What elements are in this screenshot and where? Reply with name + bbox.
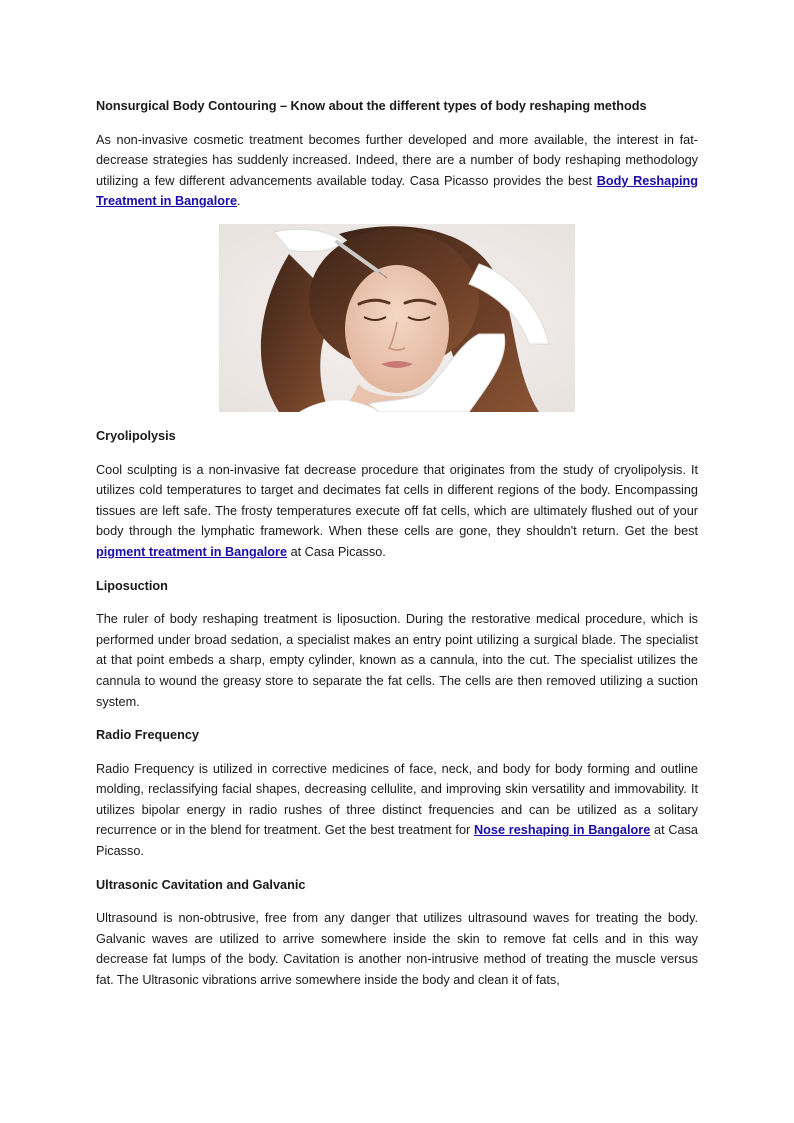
section-after: at Casa Picasso. bbox=[287, 544, 386, 559]
section-heading-liposuction: Liposuction bbox=[96, 578, 168, 593]
section-paragraph-cryolipolysis bbox=[96, 460, 698, 563]
section-paragraph-ultrasonic: Ultrasound is non-obtrusive, free from any danger that utilizes ultrasound waves for treating the body. Galvanic waves are utilized to arrive somewhere inside the skin to remove fat cells and in this way decrease fat lumps of the body. Cavitation is another non-intrusive method of treating the muscle versus fat. The Ultrasonic vibrations arrive somewhere inside the body and clean it of fats, bbox=[96, 911, 698, 988]
nose-reshaping-link[interactable]: Nose reshaping in Bangalore bbox=[474, 823, 651, 838]
section-text: Radio Frequency is utilized in corrective medicines of face, neck, and body for body forming and outline molding, reclassifying facial shapes, decreasing cellulite, and improving skin versatility and immovability. It utilizes bipolar energy in radio rushes of three distinct frequencies and can be utilized as a solitary recurrence or in the blend for treatment. Get the best treatment for bbox=[96, 761, 698, 838]
section-heading-ultrasonic: Ultrasonic Cavitation and Galvanic bbox=[96, 877, 306, 892]
woman-face-treatment-photo bbox=[219, 224, 575, 412]
section-heading-radio-frequency: Radio Frequency bbox=[96, 728, 199, 743]
body-reshaping-link[interactable]: Body Reshaping Treatment in Bangalore bbox=[96, 173, 698, 209]
intro-text: As non-invasive cosmetic treatment becomes further developed and more available, the interest in fat-decrease strategies has suddenly increased. Indeed, there are a number of body reshaping methodology utilizing a few different advancements available today. Casa Picasso provides the best bbox=[96, 132, 698, 188]
section-text: Cool sculpting is a non-invasive fat decrease procedure that originates from the study of cryolipolysis. It utilizes cold temperatures to target and decimates fat cells in different regions of the body. Encompassing tissues are left safe. The frosty temperatures execute off fat cells, which are ultimately flushed out of your body through the lymphatic framework. When these cells are gone, they shouldn't return. Get the best bbox=[96, 462, 698, 539]
intro-after: . bbox=[237, 194, 241, 209]
pigment-treatment-link[interactable]: pigment treatment in Bangalore bbox=[96, 544, 288, 559]
section-paragraph-liposuction: The ruler of body reshaping treatment is liposuction. During the restorative medical procedure, which is performed under broad sedation, a specialist makes an entry point utilizing a surgical blade. The specialist at that point embeds a sharp, empty cylinder, known as a cannula, into the cut. The specialist utilizes the cannula to wound the greasy store to separate the fat cells. The cells are then removed utilizing a suction system. bbox=[96, 612, 698, 709]
photo-illustration-icon bbox=[219, 224, 575, 412]
section-after: at Casa Picasso. bbox=[96, 823, 698, 859]
intro-paragraph bbox=[96, 130, 698, 212]
document-title: Nonsurgical Body Contouring – Know about the different types of body reshaping methods bbox=[96, 99, 647, 113]
section-paragraph-radio-frequency bbox=[96, 759, 698, 862]
content-column bbox=[96, 96, 698, 991]
section-heading-cryolipolysis: Cryolipolysis bbox=[96, 428, 176, 443]
